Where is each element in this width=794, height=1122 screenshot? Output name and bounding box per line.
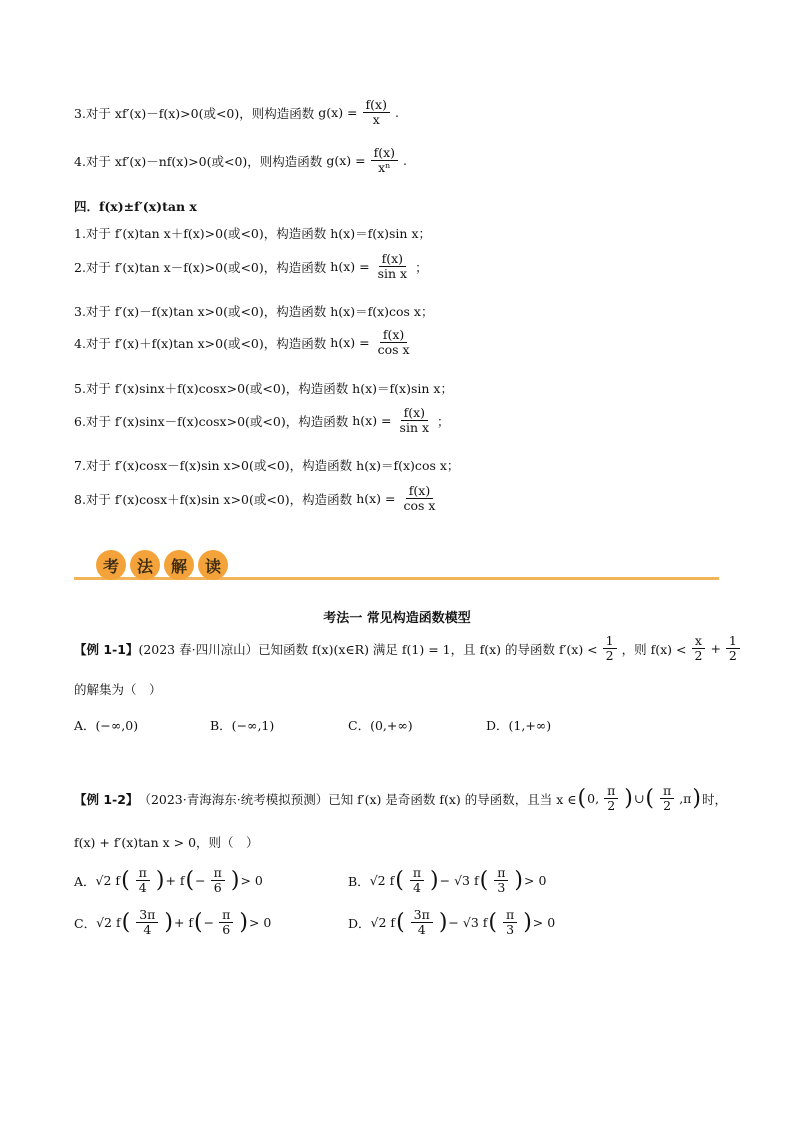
tail: ； (437, 413, 450, 429)
banner-char: 解 (164, 550, 194, 580)
example-1-2-line2 (74, 833, 259, 851)
section-banner (74, 546, 719, 582)
tail: ； (415, 259, 428, 275)
denominator: sin x (399, 420, 430, 436)
numerator: f(x) (363, 98, 390, 113)
numerator: f(x) (379, 252, 406, 267)
denominator: 2 (607, 798, 616, 814)
denominator: 4 (417, 922, 426, 938)
item-4-4 (74, 328, 418, 358)
option-term: + f (173, 915, 194, 931)
sign: − (195, 873, 206, 889)
close-paren: ) (155, 867, 165, 893)
formula-lhs: h(x) = (330, 259, 370, 275)
banner-char: 读 (198, 550, 228, 580)
numerator: f(x) (371, 146, 398, 161)
option-a[interactable]: A．(−∞,0) (74, 718, 139, 733)
fraction (691, 634, 705, 664)
close-paren: ) (514, 867, 523, 893)
item-text: 5.对于 f′(x)sinx＋f(x)cosx>0(或<0)，构造函数 h(x)＝f(x)sin x； (74, 381, 453, 396)
option-letter: A． (74, 873, 96, 889)
fraction (136, 908, 158, 938)
option-term: √2 f (96, 915, 121, 931)
numerator: f(x) (406, 484, 433, 499)
denominator: cos x (377, 342, 410, 358)
open-paren: ( (479, 867, 489, 893)
numerator: x (692, 634, 705, 649)
item-4-5 (74, 379, 453, 397)
close-paren: ) (164, 909, 173, 935)
close-paren: ) (438, 909, 448, 935)
numerator: π (219, 908, 233, 923)
item-4-7 (74, 456, 459, 474)
example-1-2-stem (74, 784, 727, 814)
close-paren: ) (523, 909, 532, 935)
open-paren: ( (194, 909, 203, 935)
formula-lhs: g(x) = (326, 153, 366, 169)
numerator: π (410, 866, 424, 881)
open-paren: ( (121, 909, 131, 935)
fraction (401, 484, 439, 514)
item-text: 1.对于 f′(x)tan x＋f(x)>0(或<0)，构造函数 h(x)＝f(x)sin x； (74, 226, 431, 241)
open-paren: ( (395, 867, 404, 893)
option-term: − √3 f (448, 915, 488, 931)
option-letter: C． (74, 915, 97, 931)
fraction (136, 866, 150, 896)
interval-text: ,π (679, 791, 692, 807)
fraction (375, 328, 413, 358)
option-term: √2 f (369, 873, 395, 889)
numerator: π (604, 784, 618, 799)
item-text: 3.对于 f′(x)－f(x)tan x>0(或<0)，构造函数 h(x)＝f(x)cos x； (74, 304, 434, 319)
formula (352, 406, 449, 436)
item-text: 3.对于 xf′(x)－f(x)>0(或<0)，则构造函数 (74, 105, 315, 121)
open-paren: ( (185, 867, 195, 893)
numerator: 1 (603, 634, 617, 649)
fraction (211, 866, 225, 896)
tail: . (394, 105, 399, 121)
union-sign: ∪ (633, 791, 645, 807)
banner-char: 法 (130, 550, 160, 580)
denominator: 3 (497, 880, 506, 896)
section-4-title: 四．f(x)±f′(x)tan x (74, 199, 197, 214)
stem-text: （2023·青海海东·统考模拟预测）已知 f′(x) 是奇函数 f(x) 的导函数，且当 x ∈ (138, 791, 577, 807)
item-text: 4.对于 f′(x)＋f(x)tan x>0(或<0)，构造函数 (74, 335, 327, 351)
fraction (603, 634, 617, 664)
option-c[interactable] (74, 908, 271, 938)
close-paren: ) (230, 867, 240, 893)
sign: − (203, 915, 215, 931)
formula (318, 98, 399, 128)
option-c[interactable]: C．(0,+∞) (348, 718, 413, 733)
relation: > 0 (532, 915, 556, 931)
plus-sign: + (710, 641, 721, 657)
denominator: 4 (143, 922, 152, 938)
item-text: 4.对于 xf′(x)－nf(x)>0(或<0)，则构造函数 (74, 153, 323, 169)
formula (330, 328, 417, 358)
fraction (371, 146, 398, 176)
option-a[interactable] (74, 866, 263, 896)
item-text: 8.对于 f′(x)cosx＋f(x)sin x>0(或<0)，构造函数 (74, 491, 353, 507)
open-paren: ( (645, 785, 654, 811)
option-letter: D． (348, 915, 371, 931)
open-paren: ( (488, 909, 497, 935)
relation: > 0 (240, 873, 263, 889)
denominator: 2 (663, 798, 672, 814)
interval-text: 0, (587, 791, 600, 807)
numerator: 1 (726, 634, 740, 649)
option-b[interactable]: B．(−∞,1) (210, 718, 275, 733)
option-term: + f (165, 873, 185, 889)
close-paren: ) (430, 867, 439, 893)
formula-lhs: h(x) = (356, 491, 396, 507)
fraction (503, 908, 517, 938)
stem-text: (2023 春·四川凉山）已知函数 f(x)(x∈R) 满足 f(1) = 1，且 f(x) 的导函数 f′(x) < (138, 641, 598, 657)
close-paren: ) (239, 909, 248, 935)
numerator: π (211, 866, 225, 881)
stem-text: ，则 f(x) < (621, 641, 687, 657)
item-3-3 (74, 98, 399, 128)
open-paren: ( (577, 785, 587, 811)
example-1-1-stem (74, 634, 745, 664)
open-paren: ( (121, 867, 130, 893)
fraction (411, 908, 433, 938)
stem-text: f(x) + f′(x)tan x > 0，则（ ） (74, 835, 259, 850)
close-paren: ) (624, 785, 633, 811)
fraction (219, 908, 233, 938)
denominator: 2 (694, 648, 703, 664)
denominator: 3 (506, 922, 515, 938)
option-b[interactable] (348, 866, 546, 896)
relation: > 0 (524, 873, 547, 889)
item-text: 2.对于 f′(x)tan x－f(x)>0(或<0)，构造函数 (74, 259, 327, 275)
item-4-8 (74, 484, 443, 514)
denominator: 2 (728, 648, 737, 664)
item-4-2 (74, 252, 428, 282)
banner-char: 考 (96, 550, 126, 580)
fraction (494, 866, 508, 896)
numerator: π (660, 784, 674, 799)
option-term: − √3 f (439, 873, 479, 889)
formula-lhs: h(x) = (352, 413, 392, 429)
formula-lhs: g(x) = (318, 105, 358, 121)
denominator: 6 (222, 922, 231, 938)
item-3-4 (74, 146, 407, 176)
formula (330, 252, 427, 282)
option-d[interactable]: D．(1,+∞) (486, 718, 552, 733)
item-text: 7.对于 f′(x)cosx－f(x)sin x>0(或<0)，构造函数 h(x)＝f(x)cos x； (74, 458, 460, 473)
item-text: 6.对于 f′(x)sinx－f(x)cosx>0(或<0)，构造函数 (74, 413, 349, 429)
fraction (660, 784, 674, 814)
denominator: sin x (377, 266, 408, 282)
formula (356, 484, 443, 514)
fraction (375, 252, 411, 282)
relation: > 0 (248, 915, 272, 931)
numerator: π (136, 866, 150, 881)
example-tag: 【例 1-1】 (74, 641, 139, 657)
numerator: f(x) (401, 406, 428, 421)
option-term: √2 f (370, 915, 396, 931)
denominator: 2 (605, 648, 614, 664)
numerator: π (503, 908, 517, 923)
numerator: 3π (411, 908, 433, 923)
fraction (397, 406, 433, 436)
denominator: cos x (403, 498, 436, 514)
denominator: 6 (213, 880, 222, 896)
denominator: x (372, 112, 380, 128)
open-paren: ( (396, 909, 405, 935)
method-title: 考法一 常见构造函数模型 (323, 611, 471, 626)
example-1-1-line2 (74, 680, 162, 698)
stem-text: 的解集为（ ） (74, 682, 162, 697)
option-letter: B． (348, 873, 370, 889)
formula-lhs: h(x) = (330, 335, 370, 351)
example-tag: 【例 1-2】 (74, 791, 139, 807)
item-4-3 (74, 302, 433, 320)
stem-text: 时， (701, 791, 727, 807)
denominator: 4 (138, 880, 147, 896)
numerator: f(x) (380, 328, 407, 343)
denominator: 4 (412, 880, 421, 896)
fraction (604, 784, 618, 814)
close-paren: ) (692, 785, 701, 811)
formula (326, 146, 407, 176)
fraction (726, 634, 740, 664)
tail: . (403, 153, 407, 169)
numerator: π (494, 866, 508, 881)
fraction (363, 98, 390, 128)
option-term: √2 f (95, 873, 121, 889)
numerator: 3π (136, 908, 158, 923)
denominator: xⁿ (378, 160, 391, 176)
fraction (410, 866, 424, 896)
item-4-6 (74, 406, 450, 436)
item-4-1 (74, 224, 431, 242)
option-d[interactable] (348, 908, 555, 938)
